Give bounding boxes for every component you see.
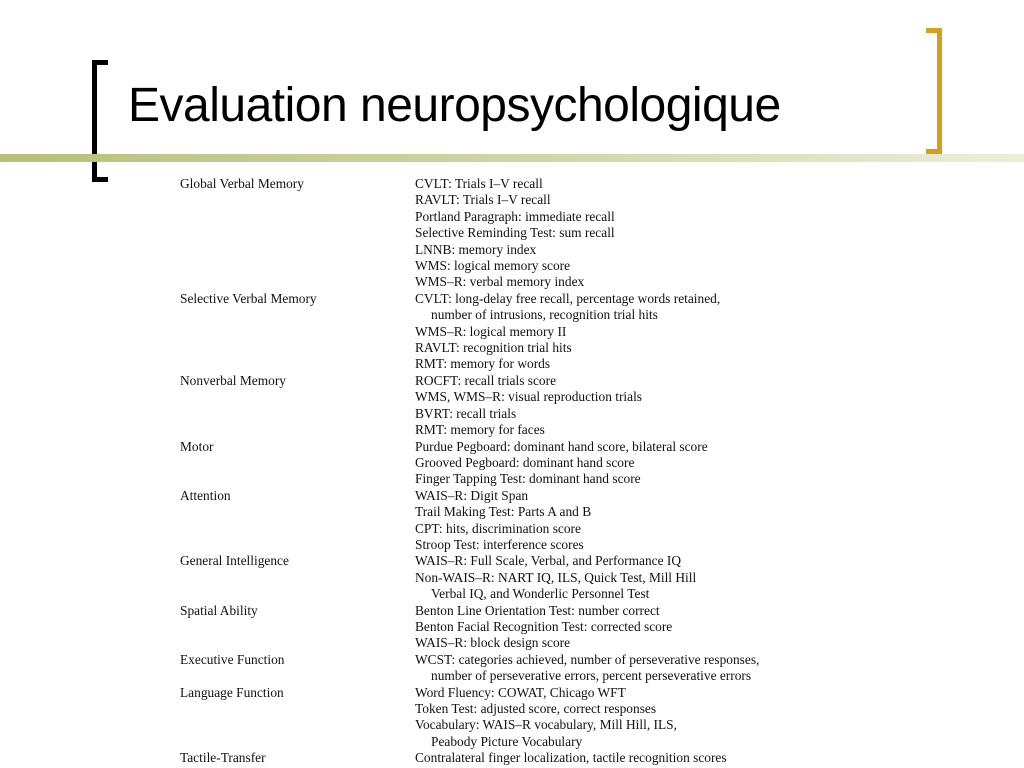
domain-label: Nonverbal Memory (180, 372, 286, 388)
test-entry: WMS–R: verbal memory index (415, 274, 585, 290)
test-entry: LNNB: memory index (415, 241, 537, 257)
table-row (180, 291, 920, 373)
domain-label: Executive Function (180, 651, 285, 667)
table-row (180, 439, 920, 488)
test-entry: Benton Facial Recognition Test: corrected score (415, 618, 673, 634)
test-entry-continuation: number of intrusions, recognition trial hits (431, 307, 658, 323)
test-entry: Word Fluency: COWAT, Chicago WFT (415, 684, 626, 700)
test-list (415, 291, 920, 373)
test-entry: RAVLT: recognition trial hits (415, 340, 572, 356)
test-entry: RMT: memory for faces (415, 422, 545, 438)
test-entry: Benton Line Orientation Test: number correct (415, 602, 660, 618)
test-list (415, 685, 920, 751)
test-entry-continuation: Verbal IQ, and Wonderlic Personnel Test (431, 586, 650, 602)
test-list (415, 750, 920, 766)
test-entry: Trail Making Test: Parts A and B (415, 504, 592, 520)
domain-label: General Intelligence (180, 553, 289, 569)
test-entry: BVRT: recall trials (415, 405, 517, 421)
test-list (415, 488, 920, 554)
test-entry: Vocabulary: WAIS–R vocabulary, Mill Hill, ILS, (415, 717, 677, 733)
table-row (180, 176, 920, 291)
test-entry: CVLT: Trials I–V recall (415, 176, 543, 191)
test-entry: WMS, WMS–R: visual reproduction trials (415, 389, 643, 405)
test-entry: ROCFT: recall trials score (415, 372, 557, 388)
test-list (415, 553, 920, 602)
test-entry: Purdue Pegboard: dominant hand score, bilateral score (415, 438, 708, 454)
test-entry: Non-WAIS–R: NART IQ, ILS, Quick Test, Mill Hill (415, 569, 697, 585)
table-row (180, 373, 920, 439)
domain-label: Motor (180, 438, 214, 454)
domain-label: Global Verbal Memory (180, 176, 304, 191)
test-list (415, 652, 920, 685)
test-entry: RAVLT: Trials I–V recall (415, 192, 551, 208)
table-row (180, 652, 920, 685)
test-entry: Portland Paragraph: immediate recall (415, 208, 615, 224)
test-entry: WAIS–R: Full Scale, Verbal, and Performance IQ (415, 553, 682, 569)
test-entry: WAIS–R: block design score (415, 635, 571, 651)
test-entry: CPT: hits, discrimination score (415, 520, 581, 536)
table-row (180, 488, 920, 554)
test-entry: WMS: logical memory score (415, 258, 571, 274)
test-entry: WAIS–R: Digit Span (415, 487, 529, 503)
table-row (180, 750, 920, 766)
test-entry: RMT: memory for words (415, 356, 551, 372)
test-entry: Selective Reminding Test: sum recall (415, 225, 615, 241)
title-underline-bar (0, 154, 1024, 162)
test-entry: WMS–R: logical memory II (415, 323, 567, 339)
test-entry: Stroop Test: interference scores (415, 536, 584, 552)
domain-label: Spatial Ability (180, 602, 258, 618)
left-bracket-decoration (92, 60, 108, 182)
test-list (415, 603, 920, 652)
table-row (180, 553, 920, 602)
test-list (415, 439, 920, 488)
test-list (415, 176, 920, 291)
domain-label: Selective Verbal Memory (180, 290, 317, 306)
right-bracket-decoration (926, 28, 942, 154)
table-row (180, 603, 920, 652)
test-entry: CVLT: long-delay free recall, percentage words retained, (415, 290, 721, 306)
domain-label: Language Function (180, 684, 284, 700)
table-row (180, 685, 920, 751)
test-entry-continuation: Peabody Picture Vocabulary (431, 733, 583, 749)
domain-label: Attention (180, 487, 231, 503)
test-entry: Token Test: adjusted score, correct responses (415, 701, 657, 716)
test-entry-continuation: number of perseverative errors, percent perseverative errors (431, 668, 752, 684)
test-list (415, 373, 920, 439)
test-entry: Finger Tapping Test: dominant hand score (415, 471, 641, 487)
test-entry: WCST: categories achieved, number of perseverative responses, (415, 651, 760, 667)
test-entry: Grooved Pegboard: dominant hand score (415, 454, 635, 470)
assessment-table (180, 176, 920, 767)
domain-label: Tactile-Transfer (180, 750, 266, 766)
test-entry: Contralateral finger localization, tactile recognition scores (415, 750, 727, 766)
slide-title: Evaluation neuropsychologique (128, 79, 781, 132)
